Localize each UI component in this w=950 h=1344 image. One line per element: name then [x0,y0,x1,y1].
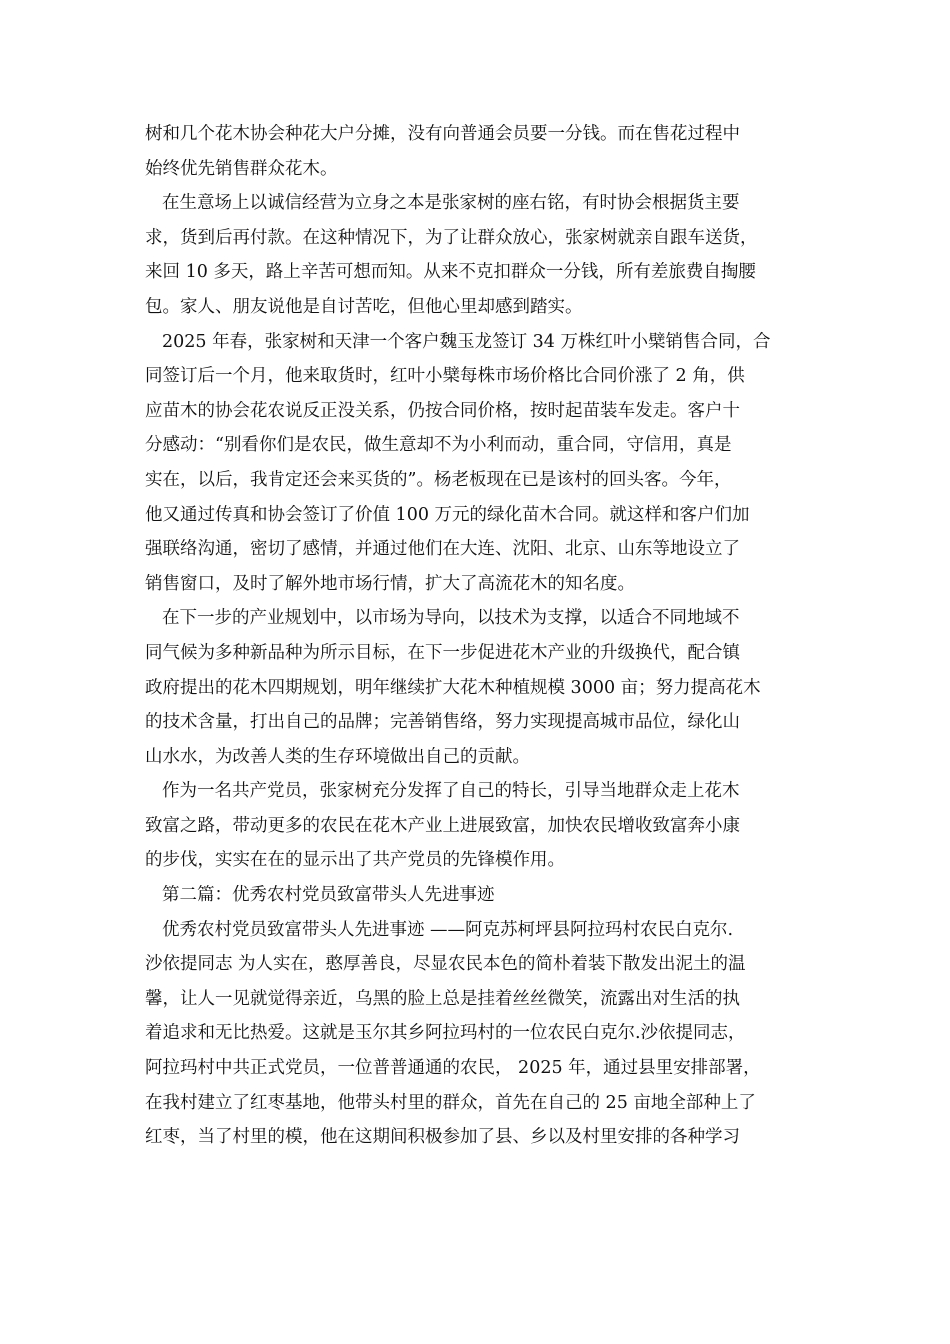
text-line: 在我村建立了红枣基地，他带头村里的群众，首先在自己的 25 亩地全部种上了 [145,1092,756,1113]
text-line: 他又通过传真和协会签订了价值 100 万元的绿化苗木合同。就这样和客户们加 [145,504,750,525]
text-line: 强联络沟通，密切了感情，并通过他们在大连、沈阳、北京、山东等地设立了 [145,539,740,560]
text-line: 馨，让人一见就觉得亲近，乌黑的脸上总是挂着丝丝微笑，流露出对生活的执 [145,988,740,1009]
text-line: 致富之路，带动更多的农民在花木产业上进展致富，加快农民增收致富奔小康 [145,815,740,836]
text-line: 来回 10 多天，路上辛苦可想而知。从来不克扣群众一分钱，所有差旅费自掏腰 [145,262,756,283]
text-line: 山水水，为改善人类的生存环境做出自己的贡献。 [145,746,530,767]
text-line: 始终优先销售群众花木。 [145,158,338,179]
text-line: 同签订后一个月，他来取货时，红叶小檗每株市场价格比合同价涨了 2 角，供 [145,366,745,387]
text-line: 同气候为多种新品种为所示目标，在下一步促进花木产业的升级换代，配合镇 [145,642,740,663]
text-line: 作为一名共产党员，张家树充分发挥了自己的特长，引导当地群众走上花木 [162,781,740,802]
text-line: 求，货到后再付款。在这种情况下，为了让群众放心，张家树就亲自跟车送货， [145,227,758,248]
document-page [145,117,805,1155]
text-line: 红枣，当了村里的模，他在这期间积极参加了县、乡以及村里安排的各种学习 [145,1127,740,1148]
text-line: 阿拉玛村中共正式党员，一位普普通通的农民， 2025 年，通过县里安排部署， [145,1058,761,1079]
text-line: 在下一步的产业规划中，以市场为导向，以技术为支撑，以适合不同地域不 [162,608,740,629]
text-line: 包。家人、朋友说他是自讨苦吃，但他心里却感到踏实。 [145,296,583,317]
text-line: 销售窗口，及时了解外地市场行情，扩大了高流花木的知名度。 [145,573,635,594]
text-line: 2025 年春，张家树和天津一个客户魏玉龙签订 34 万株红叶小檗销售合同，合 [162,331,771,352]
text-line: 树和几个花木协会种花大户分摊，没有向普通会员要一分钱。而在售花过程中 [145,124,740,144]
text-line: 的步伐，实实在在的显示出了共产党员的先锋模作用。 [145,850,565,871]
text-line: 应苗木的协会花农说反正没关系，仍按合同价格，按时起苗装车发走。客户十 [145,400,740,421]
text-line: 分感动：“别看你们是农民，做生意却不为小利而动，重合同，守信用，真是 [145,435,732,456]
text-line: 实在，以后，我肯定还会来买货的”。杨老板现在已是该村的回头客。今年， [145,469,732,490]
text-line: 沙依提同志 为人实在，憨厚善良，尽显农民本色的简朴着装下散发出泥土的温 [145,954,746,975]
text-line: 着追求和无比热爱。这就是玉尔其乡阿拉玛村的一位农民白克尔.沙依提同志， [145,1023,746,1044]
text-line: 在生意场上以诚信经营为立身之本是张家树的座右铭，有时协会根据货主要 [162,193,740,214]
text-line: 第二篇：优秀农村党员致富带头人先进事迹 [162,885,495,906]
text-line: 的技术含量，打出自己的品牌；完善销售络，努力实现提高城市品位，绿化山 [145,712,740,733]
text-line: 政府提出的花木四期规划，明年继续扩大花木种植规模 3000 亩；努力提高花木 [145,677,761,698]
text-line: 优秀农村党员致富带头人先进事迹 ——阿克苏柯坪县阿拉玛村农民白克尔. [162,919,734,940]
